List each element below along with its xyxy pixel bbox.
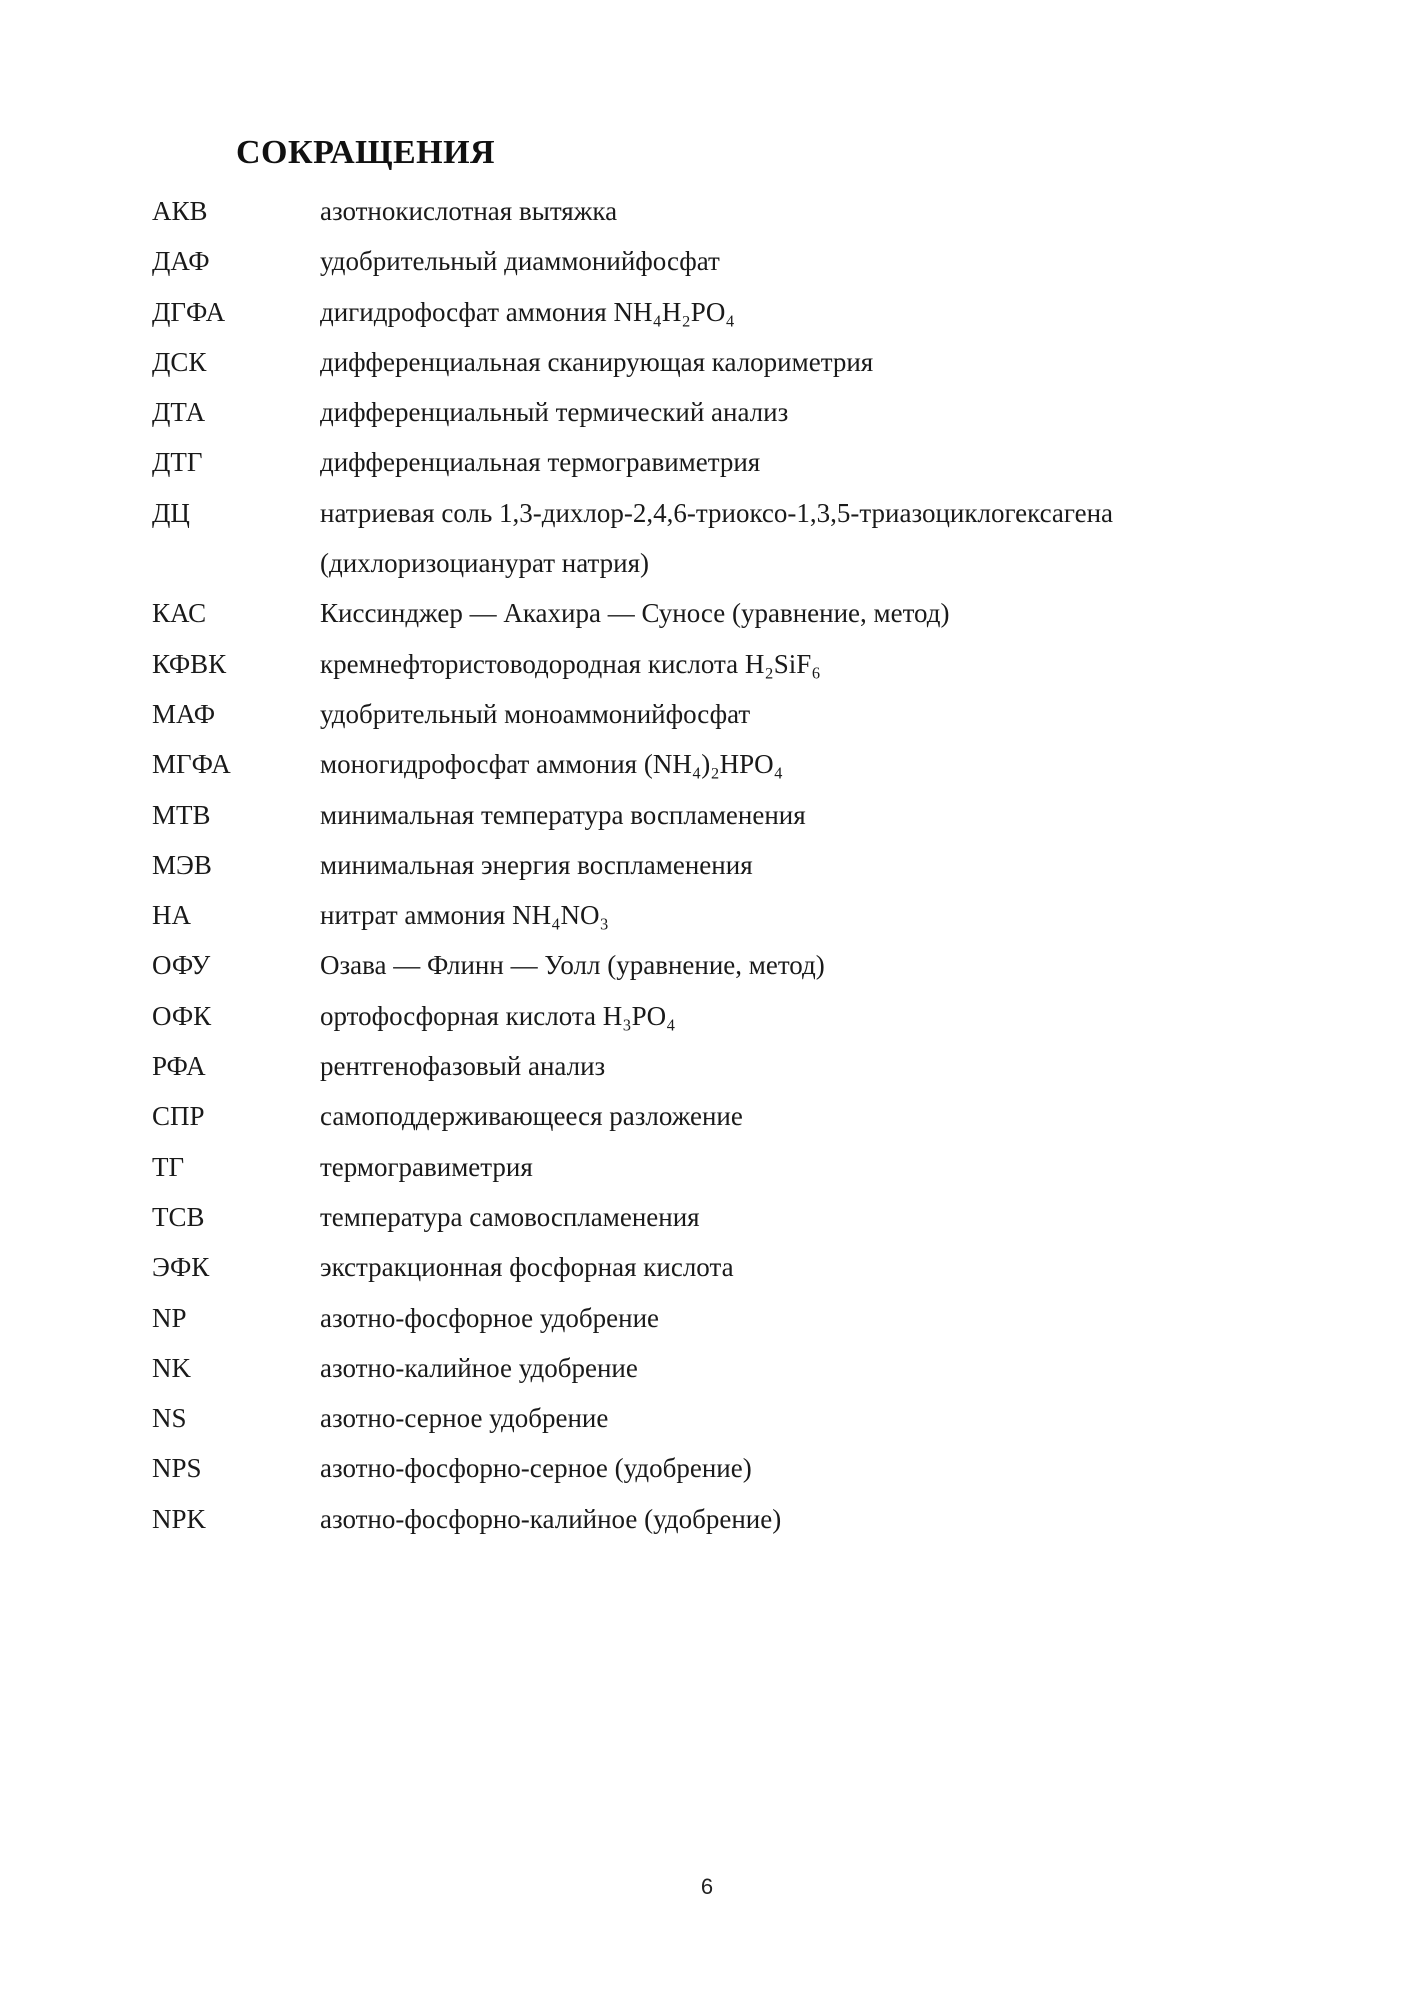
- abbreviation-definition: удобрительный диаммонийфосфат: [320, 246, 720, 277]
- list-item: [152, 337, 1272, 387]
- list-item: [152, 940, 1272, 990]
- abbreviation-definition: температура самовоспламенения: [320, 1201, 700, 1232]
- list-item: [152, 186, 1272, 236]
- abbreviation-definition: моногидрофосфат аммония (NH₄)₂HPO₄: [320, 749, 784, 780]
- list-item: [152, 1242, 1272, 1292]
- abbreviation-definition: минимальная энергия воспламенения: [320, 849, 753, 880]
- abbreviation-definition: нитрат аммония NH₄NO₃: [320, 900, 609, 931]
- page-number: 6: [700, 1874, 714, 1899]
- list-item: [152, 890, 1272, 940]
- abbreviation-term: МЭВ: [152, 849, 212, 880]
- list-item: [152, 236, 1272, 286]
- abbreviation-term: МГФА: [152, 749, 231, 780]
- abbreviation-definition: экстракционная фосфорная кислота: [320, 1252, 734, 1283]
- abbreviation-definition: кремнефтористоводородная кислота H₂SiF₆: [320, 648, 821, 679]
- abbreviation-term: ДТА: [152, 397, 206, 428]
- list-item: [152, 1192, 1272, 1242]
- abbreviation-definition: минимальная температура воспламенения: [320, 799, 806, 830]
- abbreviation-definition: рентгенофазовый анализ: [320, 1051, 606, 1082]
- list-item: [152, 437, 1272, 487]
- abbreviation-term: МТВ: [152, 799, 211, 830]
- list-item: [152, 1343, 1272, 1393]
- abbreviation-term: NS: [152, 1403, 187, 1434]
- abbreviation-definition: азотнокислотная вытяжка: [320, 196, 618, 226]
- list-item: [152, 1142, 1272, 1192]
- list-item: [152, 1393, 1272, 1443]
- list-item: [152, 287, 1272, 337]
- list-item: [152, 739, 1272, 789]
- abbreviation-definition: азотно-фосфорно-серное (удобрение): [320, 1453, 752, 1484]
- list-item: [152, 1041, 1272, 1091]
- list-item: [152, 1443, 1272, 1493]
- list-item: [152, 488, 1272, 589]
- abbreviation-term: ДЦ: [152, 497, 190, 528]
- abbreviation-definition: азотно-калийное удобрение: [320, 1352, 638, 1383]
- list-item: [152, 588, 1272, 638]
- abbreviation-term: НА: [152, 900, 191, 931]
- list-item: [152, 1494, 1272, 1544]
- abbreviation-term: РФА: [152, 1051, 206, 1082]
- abbreviation-definition: дифференциальная сканирующая калориметрия: [320, 346, 874, 377]
- abbreviation-definition: ортофосфорная кислота H₃PO₄: [320, 1000, 676, 1031]
- abbreviation-definition: термогравиметрия: [320, 1151, 533, 1182]
- abbreviation-term: ОФУ: [152, 950, 211, 981]
- abbreviation-definition: Озава — Флинн — Уолл (уравнение, метод): [320, 950, 825, 981]
- list-item: [152, 689, 1272, 739]
- list-item: [152, 840, 1272, 890]
- list-item: [152, 639, 1272, 689]
- abbreviation-term: СПР: [152, 1101, 205, 1132]
- abbreviation-definition: азотно-фосфорно-калийное (удобрение): [320, 1503, 782, 1534]
- abbreviation-definition: азотно-серное удобрение: [320, 1403, 609, 1434]
- abbreviation-term: ДАФ: [152, 246, 210, 277]
- abbreviation-definition: самоподдерживающееся разложение: [320, 1101, 743, 1132]
- list-item: [152, 790, 1272, 840]
- abbreviation-term: ЭФК: [152, 1252, 210, 1283]
- list-item: [152, 387, 1272, 437]
- abbreviation-term: ТСВ: [152, 1201, 205, 1232]
- abbreviation-definition: дифференциальная термогравиметрия: [320, 447, 761, 478]
- abbreviation-definition: дигидрофосфат аммония NH₄H₂PO₄: [320, 296, 735, 327]
- abbreviation-term: КФВК: [152, 648, 227, 679]
- abbreviation-term: ОФК: [152, 1000, 212, 1031]
- abbreviation-definition: натриевая соль 1,3-дихлор-2,4,6-триоксо-1,3,5-триазоциклогексагена (дихлоризоцианурат натрия): [320, 497, 1114, 579]
- abbreviation-definition: Киссинджер — Акахира — Суносе (уравнение, метод): [320, 598, 950, 629]
- abbreviation-definition: удобрительный моноаммонийфосфат: [320, 698, 751, 729]
- abbreviation-definition: дифференциальный термический анализ: [320, 397, 789, 428]
- list-item: [152, 1293, 1272, 1343]
- abbreviation-term: NK: [152, 1352, 191, 1383]
- abbreviation-list: [152, 186, 1272, 1544]
- abbreviation-definition: азотно-фосфорное удобрение: [320, 1302, 660, 1333]
- abbreviation-term: ДТГ: [152, 447, 203, 478]
- abbreviation-term: NP: [152, 1302, 187, 1333]
- abbreviation-term: ДГФА: [152, 296, 226, 327]
- abbreviation-term: ТГ: [152, 1151, 185, 1182]
- abbreviation-term: АКВ: [152, 196, 208, 226]
- list-item: [152, 991, 1272, 1041]
- abbreviation-term: NPS: [152, 1453, 202, 1484]
- page-title: СОКРАЩЕНИЯ: [236, 134, 496, 171]
- abbreviation-term: КАС: [152, 598, 207, 629]
- abbreviation-term: NPK: [152, 1503, 207, 1534]
- list-item: [152, 1091, 1272, 1141]
- abbreviation-term: МАФ: [152, 698, 216, 729]
- abbreviation-term: ДСК: [152, 346, 207, 377]
